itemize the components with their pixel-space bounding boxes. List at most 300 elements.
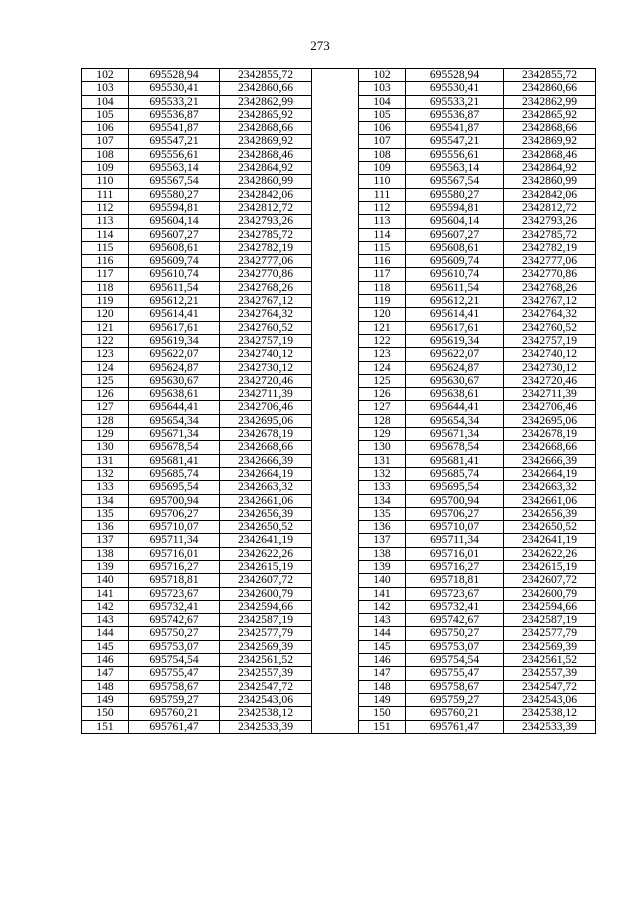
right-point-number: 149 (359, 693, 406, 706)
right-point-number: 131 (359, 454, 406, 467)
left-point-number: 141 (82, 587, 129, 600)
left-x-coordinate: 695711,34 (129, 534, 220, 547)
left-y-coordinate: 2342868,66 (220, 122, 312, 135)
right-y-coordinate: 2342594,66 (504, 600, 596, 613)
right-point-number: 105 (359, 108, 406, 121)
right-y-coordinate: 2342678,19 (504, 428, 596, 441)
left-point-number: 126 (82, 388, 129, 401)
right-point-number: 108 (359, 148, 406, 161)
right-point-number: 140 (359, 574, 406, 587)
left-point-number: 151 (82, 720, 129, 733)
left-point-number: 130 (82, 441, 129, 454)
table-row (82, 348, 596, 361)
left-x-coordinate: 695530,41 (129, 82, 220, 95)
left-x-coordinate: 695609,74 (129, 255, 220, 268)
left-y-coordinate: 2342661,06 (220, 494, 312, 507)
table-row (82, 454, 596, 467)
left-y-coordinate: 2342706,46 (220, 401, 312, 414)
right-point-number: 143 (359, 614, 406, 627)
column-gap (312, 414, 359, 427)
column-gap (312, 667, 359, 680)
column-gap (312, 614, 359, 627)
left-x-coordinate: 695644,41 (129, 401, 220, 414)
right-y-coordinate: 2342785,72 (504, 228, 596, 241)
left-y-coordinate: 2342577,79 (220, 627, 312, 640)
right-point-number: 129 (359, 428, 406, 441)
left-y-coordinate: 2342777,06 (220, 255, 312, 268)
right-point-number: 115 (359, 241, 406, 254)
right-x-coordinate: 695685,74 (406, 467, 504, 480)
table-row (82, 547, 596, 560)
right-x-coordinate: 695681,41 (406, 454, 504, 467)
table-row (82, 122, 596, 135)
right-point-number: 147 (359, 667, 406, 680)
table-row (82, 188, 596, 201)
column-gap (312, 295, 359, 308)
left-x-coordinate: 695716,01 (129, 547, 220, 560)
left-x-coordinate: 695753,07 (129, 640, 220, 653)
right-y-coordinate: 2342533,39 (504, 720, 596, 733)
right-x-coordinate: 695695,54 (406, 481, 504, 494)
left-y-coordinate: 2342569,39 (220, 640, 312, 653)
right-y-coordinate: 2342730,12 (504, 361, 596, 374)
table-row (82, 162, 596, 175)
table-row (82, 507, 596, 520)
column-gap (312, 428, 359, 441)
left-x-coordinate: 695742,67 (129, 614, 220, 627)
left-y-coordinate: 2342587,19 (220, 614, 312, 627)
left-y-coordinate: 2342547,72 (220, 680, 312, 693)
table-row (82, 321, 596, 334)
column-gap (312, 188, 359, 201)
right-y-coordinate: 2342663,32 (504, 481, 596, 494)
column-gap (312, 108, 359, 121)
column-gap (312, 574, 359, 587)
left-y-coordinate: 2342641,19 (220, 534, 312, 547)
left-y-coordinate: 2342543,06 (220, 693, 312, 706)
right-point-number: 137 (359, 534, 406, 547)
table-row (82, 693, 596, 706)
right-x-coordinate: 695716,27 (406, 560, 504, 573)
left-y-coordinate: 2342770,86 (220, 268, 312, 281)
right-y-coordinate: 2342842,06 (504, 188, 596, 201)
right-x-coordinate: 695718,81 (406, 574, 504, 587)
right-x-coordinate: 695759,27 (406, 693, 504, 706)
left-x-coordinate: 695611,54 (129, 281, 220, 294)
table-row (82, 707, 596, 720)
right-x-coordinate: 695580,27 (406, 188, 504, 201)
left-y-coordinate: 2342864,92 (220, 162, 312, 175)
left-y-coordinate: 2342757,19 (220, 334, 312, 347)
left-point-number: 115 (82, 241, 129, 254)
left-point-number: 127 (82, 401, 129, 414)
right-point-number: 102 (359, 69, 406, 82)
left-y-coordinate: 2342600,79 (220, 587, 312, 600)
right-y-coordinate: 2342711,39 (504, 388, 596, 401)
right-y-coordinate: 2342757,19 (504, 334, 596, 347)
left-y-coordinate: 2342865,92 (220, 108, 312, 121)
left-point-number: 136 (82, 521, 129, 534)
table-row (82, 95, 596, 108)
right-y-coordinate: 2342782,19 (504, 241, 596, 254)
left-y-coordinate: 2342782,19 (220, 241, 312, 254)
left-x-coordinate: 695610,74 (129, 268, 220, 281)
table-row (82, 308, 596, 321)
column-gap (312, 95, 359, 108)
left-x-coordinate: 695594,81 (129, 201, 220, 214)
left-y-coordinate: 2342666,39 (220, 454, 312, 467)
left-x-coordinate: 695541,87 (129, 122, 220, 135)
table-row (82, 614, 596, 627)
table-row (82, 534, 596, 547)
left-x-coordinate: 695556,61 (129, 148, 220, 161)
right-x-coordinate: 695607,27 (406, 228, 504, 241)
left-y-coordinate: 2342855,72 (220, 69, 312, 82)
table-row (82, 268, 596, 281)
right-point-number: 133 (359, 481, 406, 494)
left-point-number: 119 (82, 295, 129, 308)
left-point-number: 145 (82, 640, 129, 653)
right-point-number: 130 (359, 441, 406, 454)
right-point-number: 123 (359, 348, 406, 361)
right-point-number: 119 (359, 295, 406, 308)
table-row (82, 587, 596, 600)
left-x-coordinate: 695608,61 (129, 241, 220, 254)
right-x-coordinate: 695761,47 (406, 720, 504, 733)
right-y-coordinate: 2342760,52 (504, 321, 596, 334)
left-x-coordinate: 695759,27 (129, 693, 220, 706)
left-x-coordinate: 695732,41 (129, 600, 220, 613)
right-x-coordinate: 695671,34 (406, 428, 504, 441)
right-y-coordinate: 2342656,39 (504, 507, 596, 520)
right-x-coordinate: 695760,21 (406, 707, 504, 720)
left-point-number: 106 (82, 122, 129, 135)
right-y-coordinate: 2342666,39 (504, 454, 596, 467)
left-x-coordinate: 695614,41 (129, 308, 220, 321)
left-y-coordinate: 2342557,39 (220, 667, 312, 680)
right-x-coordinate: 695624,87 (406, 361, 504, 374)
right-x-coordinate: 695556,61 (406, 148, 504, 161)
column-gap (312, 122, 359, 135)
table-row (82, 281, 596, 294)
left-point-number: 148 (82, 680, 129, 693)
left-point-number: 120 (82, 308, 129, 321)
right-point-number: 148 (359, 680, 406, 693)
left-point-number: 121 (82, 321, 129, 334)
column-gap (312, 308, 359, 321)
right-point-number: 126 (359, 388, 406, 401)
left-point-number: 118 (82, 281, 129, 294)
table-row (82, 640, 596, 653)
left-point-number: 129 (82, 428, 129, 441)
right-point-number: 125 (359, 374, 406, 387)
left-point-number: 116 (82, 255, 129, 268)
right-point-number: 103 (359, 82, 406, 95)
right-x-coordinate: 695614,41 (406, 308, 504, 321)
left-point-number: 135 (82, 507, 129, 520)
left-x-coordinate: 695607,27 (129, 228, 220, 241)
right-x-coordinate: 695638,61 (406, 388, 504, 401)
table-row (82, 361, 596, 374)
left-x-coordinate: 695685,74 (129, 467, 220, 480)
right-point-number: 146 (359, 654, 406, 667)
left-y-coordinate: 2342664,19 (220, 467, 312, 480)
left-y-coordinate: 2342760,52 (220, 321, 312, 334)
column-gap (312, 481, 359, 494)
right-x-coordinate: 695612,21 (406, 295, 504, 308)
left-y-coordinate: 2342812,72 (220, 201, 312, 214)
left-point-number: 117 (82, 268, 129, 281)
left-x-coordinate: 695624,87 (129, 361, 220, 374)
left-point-number: 137 (82, 534, 129, 547)
right-y-coordinate: 2342547,72 (504, 680, 596, 693)
table-row (82, 521, 596, 534)
right-point-number: 139 (359, 560, 406, 573)
left-point-number: 102 (82, 69, 129, 82)
column-gap (312, 281, 359, 294)
left-point-number: 112 (82, 201, 129, 214)
right-y-coordinate: 2342538,12 (504, 707, 596, 720)
right-y-coordinate: 2342864,92 (504, 162, 596, 175)
left-y-coordinate: 2342842,06 (220, 188, 312, 201)
right-y-coordinate: 2342868,46 (504, 148, 596, 161)
left-y-coordinate: 2342533,39 (220, 720, 312, 733)
right-y-coordinate: 2342777,06 (504, 255, 596, 268)
column-gap (312, 388, 359, 401)
column-gap (312, 401, 359, 414)
right-x-coordinate: 695563,14 (406, 162, 504, 175)
column-gap (312, 693, 359, 706)
column-gap (312, 374, 359, 387)
column-gap (312, 521, 359, 534)
column-gap (312, 148, 359, 161)
right-point-number: 145 (359, 640, 406, 653)
right-x-coordinate: 695710,07 (406, 521, 504, 534)
table-row (82, 667, 596, 680)
column-gap (312, 507, 359, 520)
right-x-coordinate: 695528,94 (406, 69, 504, 82)
right-x-coordinate: 695533,21 (406, 95, 504, 108)
column-gap (312, 640, 359, 653)
left-y-coordinate: 2342668,66 (220, 441, 312, 454)
right-y-coordinate: 2342768,26 (504, 281, 596, 294)
right-point-number: 117 (359, 268, 406, 281)
column-gap (312, 321, 359, 334)
left-x-coordinate: 695723,67 (129, 587, 220, 600)
right-y-coordinate: 2342561,52 (504, 654, 596, 667)
right-y-coordinate: 2342860,66 (504, 82, 596, 95)
left-x-coordinate: 695710,07 (129, 521, 220, 534)
right-x-coordinate: 695753,07 (406, 640, 504, 653)
left-x-coordinate: 695754,54 (129, 654, 220, 667)
left-point-number: 142 (82, 600, 129, 613)
table-row (82, 148, 596, 161)
column-gap (312, 361, 359, 374)
left-y-coordinate: 2342869,92 (220, 135, 312, 148)
column-gap (312, 560, 359, 573)
column-gap (312, 135, 359, 148)
right-point-number: 118 (359, 281, 406, 294)
right-y-coordinate: 2342865,92 (504, 108, 596, 121)
left-x-coordinate: 695750,27 (129, 627, 220, 640)
right-x-coordinate: 695750,27 (406, 627, 504, 640)
left-point-number: 143 (82, 614, 129, 627)
left-point-number: 146 (82, 654, 129, 667)
right-x-coordinate: 695530,41 (406, 82, 504, 95)
right-x-coordinate: 695758,67 (406, 680, 504, 693)
right-y-coordinate: 2342695,06 (504, 414, 596, 427)
left-x-coordinate: 695681,41 (129, 454, 220, 467)
right-y-coordinate: 2342764,32 (504, 308, 596, 321)
left-y-coordinate: 2342868,46 (220, 148, 312, 161)
left-y-coordinate: 2342594,66 (220, 600, 312, 613)
right-y-coordinate: 2342661,06 (504, 494, 596, 507)
right-point-number: 110 (359, 175, 406, 188)
left-x-coordinate: 695612,21 (129, 295, 220, 308)
table-row (82, 69, 596, 82)
right-y-coordinate: 2342607,72 (504, 574, 596, 587)
right-point-number: 138 (359, 547, 406, 560)
left-x-coordinate: 695604,14 (129, 215, 220, 228)
table-row (82, 334, 596, 347)
column-gap (312, 467, 359, 480)
table-row (82, 295, 596, 308)
column-gap (312, 175, 359, 188)
column-gap (312, 720, 359, 733)
right-point-number: 151 (359, 720, 406, 733)
right-point-number: 111 (359, 188, 406, 201)
left-x-coordinate: 695671,34 (129, 428, 220, 441)
left-y-coordinate: 2342860,66 (220, 82, 312, 95)
right-y-coordinate: 2342543,06 (504, 693, 596, 706)
right-point-number: 121 (359, 321, 406, 334)
right-x-coordinate: 695742,67 (406, 614, 504, 627)
left-point-number: 105 (82, 108, 129, 121)
left-x-coordinate: 695580,27 (129, 188, 220, 201)
right-y-coordinate: 2342862,99 (504, 95, 596, 108)
left-x-coordinate: 695678,54 (129, 441, 220, 454)
left-y-coordinate: 2342650,52 (220, 521, 312, 534)
column-gap (312, 627, 359, 640)
left-x-coordinate: 695536,87 (129, 108, 220, 121)
right-point-number: 141 (359, 587, 406, 600)
left-point-number: 131 (82, 454, 129, 467)
right-y-coordinate: 2342557,39 (504, 667, 596, 680)
left-y-coordinate: 2342862,99 (220, 95, 312, 108)
left-y-coordinate: 2342561,52 (220, 654, 312, 667)
column-gap (312, 680, 359, 693)
left-x-coordinate: 695533,21 (129, 95, 220, 108)
table-row (82, 241, 596, 254)
column-gap (312, 707, 359, 720)
table-row (82, 441, 596, 454)
right-point-number: 112 (359, 201, 406, 214)
left-x-coordinate: 695758,67 (129, 680, 220, 693)
table-row (82, 215, 596, 228)
right-x-coordinate: 695654,34 (406, 414, 504, 427)
right-x-coordinate: 695644,41 (406, 401, 504, 414)
left-point-number: 124 (82, 361, 129, 374)
left-point-number: 133 (82, 481, 129, 494)
table-row (82, 374, 596, 387)
left-point-number: 140 (82, 574, 129, 587)
right-x-coordinate: 695678,54 (406, 441, 504, 454)
left-x-coordinate: 695755,47 (129, 667, 220, 680)
coordinates-table (81, 68, 596, 734)
right-y-coordinate: 2342767,12 (504, 295, 596, 308)
right-x-coordinate: 695541,87 (406, 122, 504, 135)
right-y-coordinate: 2342793,26 (504, 215, 596, 228)
column-gap (312, 241, 359, 254)
right-x-coordinate: 695547,21 (406, 135, 504, 148)
left-point-number: 103 (82, 82, 129, 95)
left-y-coordinate: 2342656,39 (220, 507, 312, 520)
column-gap (312, 587, 359, 600)
table-row (82, 388, 596, 401)
left-point-number: 113 (82, 215, 129, 228)
right-point-number: 128 (359, 414, 406, 427)
right-point-number: 122 (359, 334, 406, 347)
right-point-number: 135 (359, 507, 406, 520)
right-point-number: 127 (359, 401, 406, 414)
left-point-number: 132 (82, 467, 129, 480)
left-point-number: 108 (82, 148, 129, 161)
column-gap (312, 255, 359, 268)
table-row (82, 560, 596, 573)
left-point-number: 114 (82, 228, 129, 241)
left-y-coordinate: 2342860,99 (220, 175, 312, 188)
right-x-coordinate: 695723,67 (406, 587, 504, 600)
right-y-coordinate: 2342577,79 (504, 627, 596, 640)
right-x-coordinate: 695567,54 (406, 175, 504, 188)
left-x-coordinate: 695630,67 (129, 374, 220, 387)
right-point-number: 124 (359, 361, 406, 374)
left-x-coordinate: 695695,54 (129, 481, 220, 494)
right-point-number: 132 (359, 467, 406, 480)
right-point-number: 116 (359, 255, 406, 268)
left-y-coordinate: 2342678,19 (220, 428, 312, 441)
left-x-coordinate: 695547,21 (129, 135, 220, 148)
column-gap (312, 82, 359, 95)
right-point-number: 109 (359, 162, 406, 175)
column-gap (312, 547, 359, 560)
left-y-coordinate: 2342764,32 (220, 308, 312, 321)
right-x-coordinate: 695622,07 (406, 348, 504, 361)
left-point-number: 125 (82, 374, 129, 387)
right-x-coordinate: 695611,54 (406, 281, 504, 294)
table-row (82, 414, 596, 427)
left-point-number: 104 (82, 95, 129, 108)
left-point-number: 128 (82, 414, 129, 427)
table-row (82, 467, 596, 480)
column-gap (312, 162, 359, 175)
table-row (82, 494, 596, 507)
left-y-coordinate: 2342740,12 (220, 348, 312, 361)
right-y-coordinate: 2342664,19 (504, 467, 596, 480)
right-x-coordinate: 695610,74 (406, 268, 504, 281)
right-y-coordinate: 2342740,12 (504, 348, 596, 361)
right-point-number: 142 (359, 600, 406, 613)
column-gap (312, 348, 359, 361)
right-x-coordinate: 695609,74 (406, 255, 504, 268)
right-y-coordinate: 2342869,92 (504, 135, 596, 148)
left-y-coordinate: 2342720,46 (220, 374, 312, 387)
left-x-coordinate: 695638,61 (129, 388, 220, 401)
left-x-coordinate: 695567,54 (129, 175, 220, 188)
left-x-coordinate: 695619,34 (129, 334, 220, 347)
right-x-coordinate: 695536,87 (406, 108, 504, 121)
column-gap (312, 228, 359, 241)
